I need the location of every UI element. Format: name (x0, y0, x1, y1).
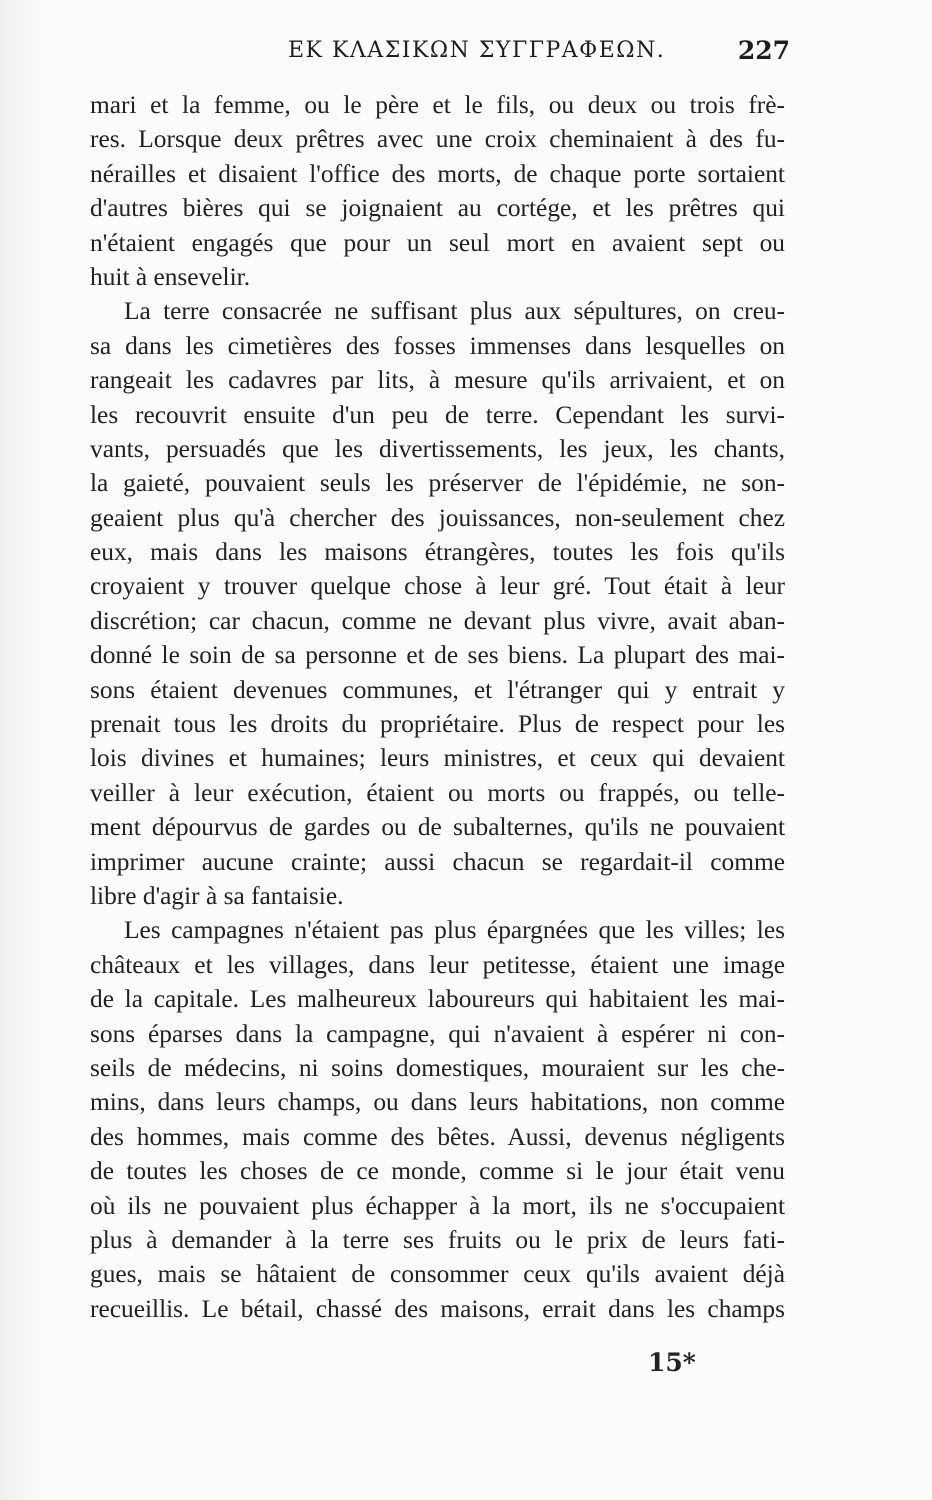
text-line: res. Lorsque deux prêtres avec une croix cheminaient à des fu- (90, 125, 785, 154)
text-line: donné le soin de sa personne et de ses biens. La plupart des mai- (90, 641, 785, 670)
page-header (90, 38, 790, 78)
paragraph (90, 913, 785, 1326)
text-line: plus à demander à la terre ses fruits ou le prix de leurs fati- (90, 1225, 785, 1254)
text-line: ment dépourvus de gardes ou de subalternes, qu'ils ne pouvaient (90, 813, 785, 842)
text-line: sons étaient devenues communes, et l'étranger qui y entrait y (90, 675, 785, 704)
text-line: sons éparses dans la campagne, qui n'avaient à espérer ni con- (90, 1019, 785, 1048)
text-line: libre d'agir à sa fantaisie. (90, 881, 344, 910)
text-line: lois divines et humaines; leurs ministres, et ceux qui devaient (90, 744, 785, 773)
text-line: les recouvrit ensuite d'un peu de terre. Cependant les survi- (90, 400, 785, 429)
text-line: recueillis. Le bétail, chassé des maisons, errait dans les champs (90, 1294, 785, 1323)
text-line: croyaient y trouver quelque chose à leur gré. Tout était à leur (90, 572, 785, 601)
text-line: eux, mais dans les maisons étrangères, toutes les fois qu'ils (90, 538, 785, 567)
text-line: châteaux et les villages, dans leur petitesse, étaient une image (90, 950, 785, 979)
text-line: de la capitale. Les malheureux laboureurs qui habitaient les mai- (90, 985, 785, 1014)
printer-signature-mark: 15* (648, 1348, 696, 1377)
text-line: Les campagnes n'étaient pas plus épargnées que les villes; les (124, 916, 785, 945)
text-line: veiller à leur exécution, étaient ou morts ou frappés, ou telle- (90, 778, 785, 807)
text-line: des hommes, mais comme des bêtes. Aussi, devenus négligents (90, 1122, 785, 1151)
text-line: huit à ensevelir. (90, 262, 251, 291)
paragraph (90, 294, 785, 913)
text-line: la gaieté, pouvaient seuls les préserver de l'épidémie, ne son- (90, 469, 785, 498)
text-line: La terre consacrée ne suffisant plus aux sépultures, on creu- (124, 297, 785, 326)
page-gutter-shadow (0, 0, 40, 1500)
text-line: prenait tous les droits du propriétaire. Plus de respect pour les (90, 710, 785, 739)
paragraph (90, 88, 785, 294)
text-line: imprimer aucune crainte; aussi chacun se regardait-il comme (90, 847, 785, 876)
text-line: mari et la femme, ou le père et le fils, ou deux ou trois frè- (90, 91, 785, 119)
text-line: gues, mais se hâtaient de consommer ceux qu'ils avaient déjà (90, 1260, 785, 1289)
body-text (90, 88, 785, 1326)
text-line: seils de médecins, ni soins domestiques, mouraient sur les che- (90, 1053, 785, 1082)
text-line: mins, dans leurs champs, ou dans leurs habitations, non comme (90, 1088, 785, 1117)
text-line: vants, persuadés que les divertissements, les jeux, les chants, (90, 434, 785, 463)
text-line: d'autres bières qui se joignaient au cortége, et les prêtres qui (90, 194, 785, 223)
text-line: de toutes les choses de ce monde, comme si le jour était venu (90, 1157, 785, 1186)
text-line: n'étaient engagés que pour un seul mort en avaient sept ou (90, 228, 785, 257)
page-number: 227 (737, 36, 790, 65)
running-title: ΕΚ ΚΛΑΣΙΚΩΝ ΣΥΓΓΡΑΦΕΩΝ. (288, 38, 666, 63)
text-line: où ils ne pouvaient plus échapper à la mort, ils ne s'occupaient (90, 1191, 785, 1220)
text-line: rangeait les cadavres par lits, à mesure qu'ils arrivaient, et on (90, 366, 785, 395)
text-line: geaient plus qu'à chercher des jouissances, non-seulement chez (90, 503, 785, 532)
text-line: discrétion; car chacun, comme ne devant plus vivre, avait aban- (90, 606, 785, 635)
text-line: sa dans les cimetières des fosses immenses dans lesquelles on (90, 331, 785, 360)
text-line: nérailles et disaient l'office des morts, de chaque porte sortaient (90, 159, 785, 188)
